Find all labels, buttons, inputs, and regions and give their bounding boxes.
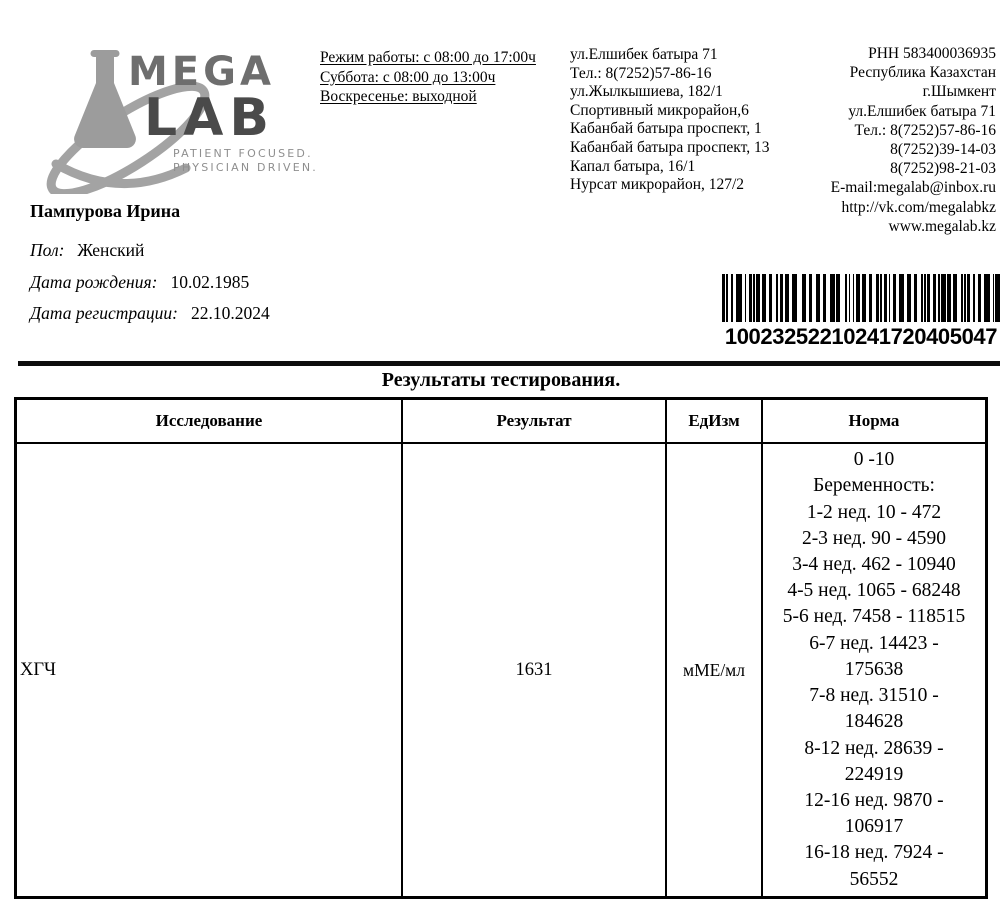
patient-field-value: 10.02.1985: [170, 271, 250, 292]
contact-line: 8(7252)39-14-03: [890, 141, 996, 159]
column-header-unit: ЕдИзм: [667, 400, 763, 442]
patient-field-value: Женский: [77, 240, 145, 260]
norm-range-line: 3-4 нед. 462 - 10940: [792, 554, 956, 576]
address-line: ул.Елшибек батыра 71: [570, 46, 718, 63]
patient-field-value: 22.10.2024: [190, 303, 270, 323]
brand-lab-text: LAB: [144, 88, 276, 148]
flask-glyph: [74, 50, 136, 148]
contact-line: ул.Елшибек батыра 71: [848, 102, 996, 120]
norm-range-line: 16-18 нед. 7924 -: [804, 842, 944, 864]
result-value-cell: 1631: [403, 444, 667, 896]
brand-mega-text: MEGA: [128, 49, 275, 95]
working-hours-line: Суббота: с 08:00 до 13:00ч: [320, 68, 496, 86]
patient-field: [30, 272, 270, 304]
patient-field-label: Дата рождения:: [30, 271, 158, 292]
norm-range-line: 5-6 нед. 7458 - 118515: [782, 606, 966, 628]
section-divider: [18, 361, 1000, 366]
address-line: Спортивный микрорайон,6: [570, 101, 749, 119]
norm-range-line: 7-8 нед. 31510 -: [809, 685, 939, 707]
test-name-cell: ХГЧ: [17, 444, 403, 896]
norm-range-line: 175638: [844, 658, 904, 680]
norm-range-line: 12-16 нед. 9870 -: [804, 789, 944, 811]
address-line: Тел.: 8(7252)57-86-16: [570, 64, 712, 82]
norm-range-line: 1-2 нед. 10 - 472: [806, 501, 942, 523]
contact-line: E-mail:megalab@inbox.ru: [830, 179, 996, 197]
barcode: [722, 274, 1000, 350]
column-header-norm: Норма: [848, 411, 900, 430]
address-line: Капал батыра, 16/1: [570, 157, 696, 175]
results-table-header: [17, 400, 985, 444]
barcode-number: 10023252210241720405047: [724, 324, 998, 349]
address-line: ул.Жылкышиева, 182/1: [570, 83, 723, 101]
address-line: Кабанбай батыра проспект, 1: [570, 120, 762, 138]
contact-line: Тел.: 8(7252)57-86-16: [854, 121, 996, 139]
patient-field-label: Дата регистрации:: [30, 303, 178, 323]
norm-range-line: Беременность:: [813, 475, 935, 497]
patient-field-label: Пол:: [30, 240, 65, 260]
address-line: Кабанбай батыра проспект, 13: [570, 138, 770, 156]
working-hours-line: Режим работы: с 08:00 до 17:00ч: [320, 49, 536, 66]
contact-info-block: [736, 44, 996, 236]
norm-range-line: 4-5 нед. 1065 - 68248: [787, 580, 961, 602]
contact-line: 8(7252)98-21-03: [890, 160, 996, 178]
norm-range-line: 224919: [844, 763, 904, 785]
contact-line: РНН 583400036935: [868, 45, 996, 62]
results-title: Результаты тестирования.: [381, 369, 621, 391]
norm-range-line: 6-7 нед. 14423 -: [809, 632, 939, 654]
norm-range-line: 56552: [849, 868, 899, 890]
results-table: [14, 397, 988, 899]
unit-cell: мМЕ/мл: [667, 444, 763, 896]
column-header-result: Результат: [403, 400, 667, 442]
norm-range-line: 8-12 нед. 28639 -: [804, 737, 944, 759]
column-header-test: Исследование: [17, 400, 403, 442]
patient-name: Пампурова Ирина: [30, 201, 181, 221]
working-hours-block: [320, 48, 536, 107]
contact-line: Республика Казахстан: [849, 64, 996, 82]
address-line: Нурсат микрорайон, 127/2: [570, 176, 745, 194]
tagline-physician-driven: PHYSICIAN DRIVEN.: [173, 161, 318, 174]
working-hours-line: Воскресенье: выходной: [320, 88, 477, 105]
patient-fields: [30, 240, 270, 335]
patient-field: [30, 240, 270, 272]
norm-range-line: 106917: [844, 816, 904, 838]
tagline-patient-focused: PATIENT FOCUSED.: [173, 147, 313, 160]
megalab-logo: [28, 36, 318, 194]
patient-field: [30, 303, 270, 335]
barcode-bars-icon: [722, 274, 1000, 322]
norm-range-line: 184628: [844, 711, 904, 733]
contact-line: www.megalab.kz: [888, 217, 996, 235]
table-row: [17, 444, 985, 896]
norm-range-cell: [763, 444, 985, 896]
norm-range-line: 2-3 нед. 90 - 4590: [801, 527, 947, 549]
contact-line: г.Шымкент: [922, 83, 996, 101]
norm-range-line: 0 -10: [853, 449, 895, 471]
contact-line: http://vk.com/megalabkz: [841, 198, 996, 216]
